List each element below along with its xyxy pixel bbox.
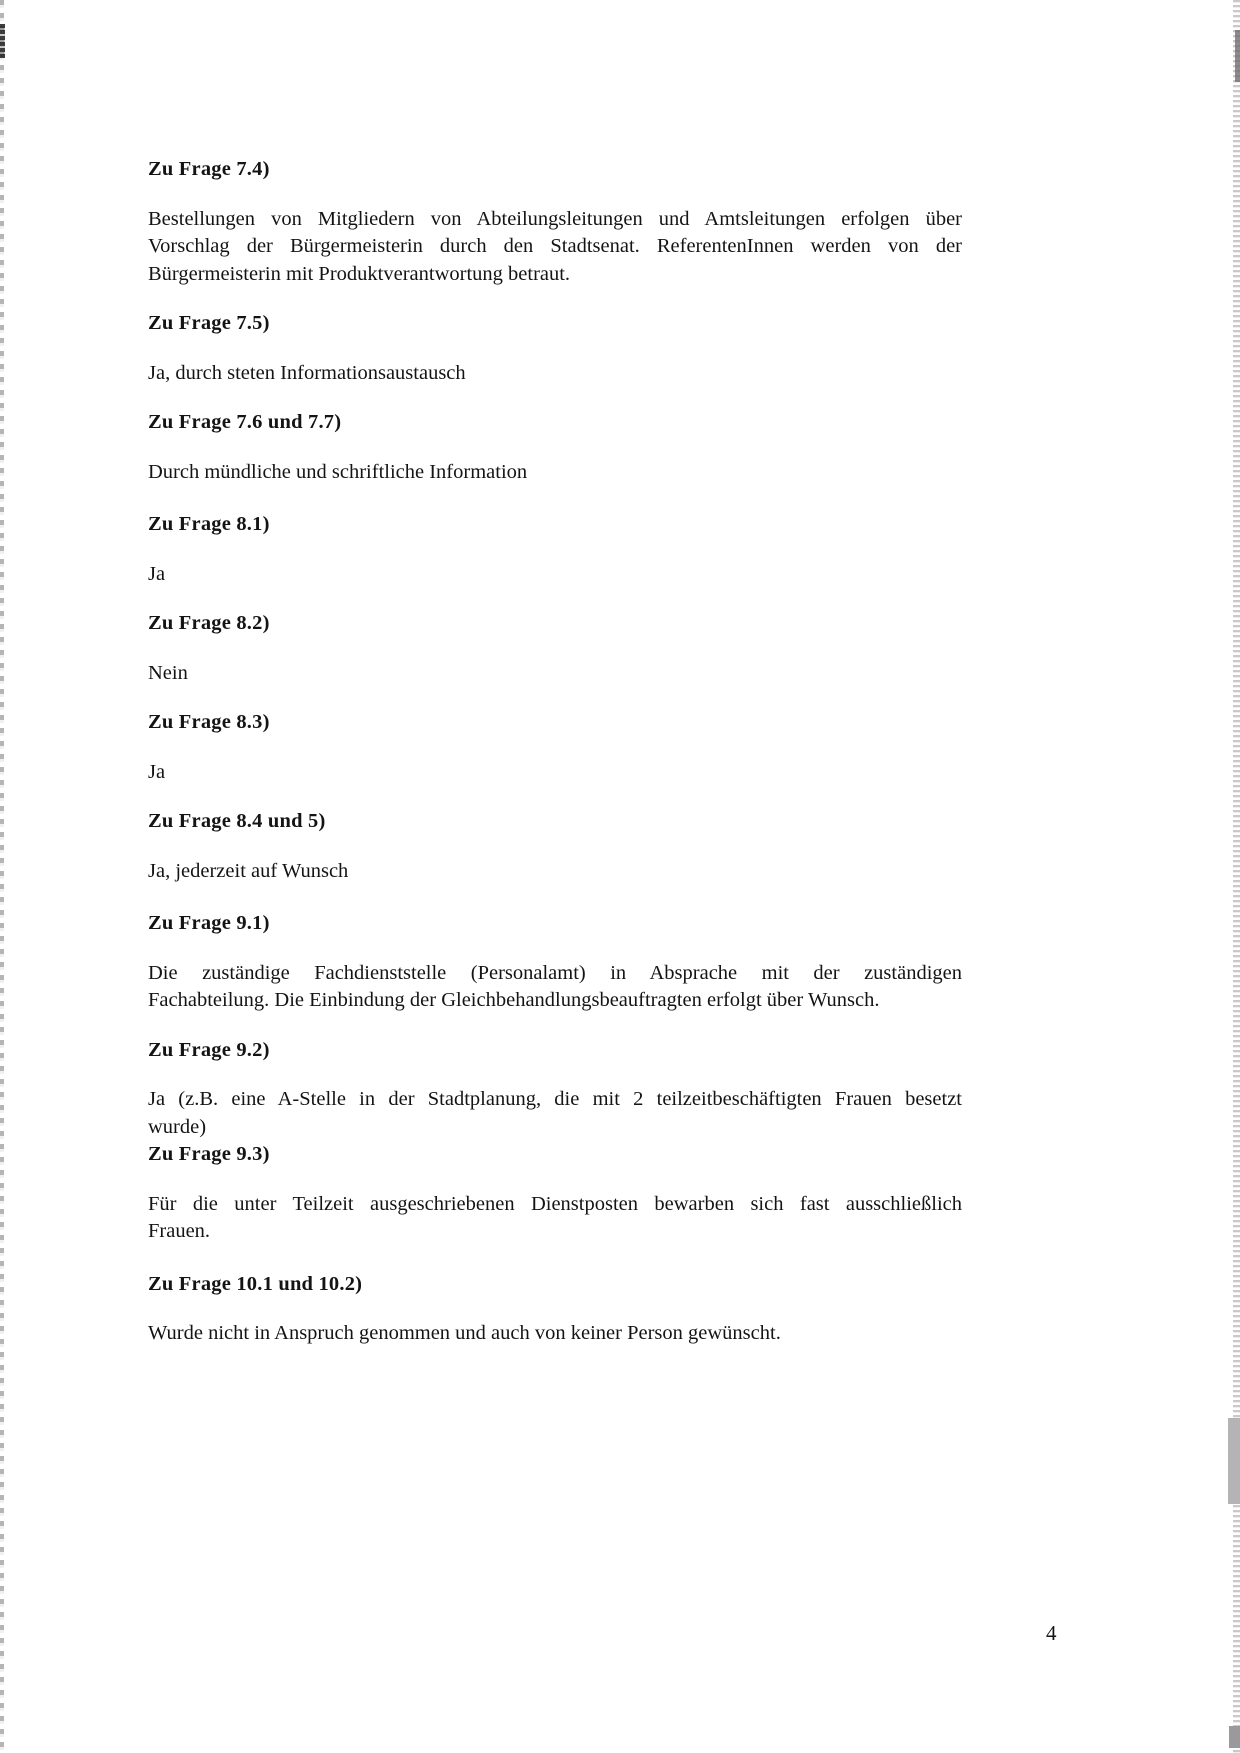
question-heading: Zu Frage 8.1) [148,513,270,535]
question-heading: Zu Frage 9.1) [148,912,270,934]
answer-paragraph [148,1086,962,1141]
question-heading: Zu Frage 7.6 und 7.7) [148,411,342,433]
question-heading: Zu Frage 9.3) [148,1143,270,1165]
scan-artifact-right-block [1229,1726,1240,1748]
answer-text: Wurde nicht in Anspruch genommen und auch von keiner Person gewünscht. [148,1322,781,1344]
answer-line: wurde) [148,1115,207,1138]
answer-text: Durch mündliche und schriftliche Information [148,460,528,483]
answer-text: Ja [148,760,166,783]
answer-text: Nein [148,661,188,684]
scan-artifact-right-block [1235,30,1240,82]
document-body [148,156,962,1370]
answer-line: Fachabteilung. Die Einbindung der Gleichbehandlungsbeauftragten erfolgt über Wunsch. [148,989,880,1011]
question-heading: Zu Frage 7.4) [148,158,270,180]
answer-paragraph [148,1191,962,1246]
answer-line: Bestellungen von Mitgliedern von Abteilungsleitungen und Amtsleitungen erfolgen über [148,207,962,230]
answer-line: Für die unter Teilzeit ausgeschriebenen Dienstposten bewarben sich fast ausschließlich [148,1192,962,1215]
question-heading: Zu Frage 7.5) [148,312,270,334]
scan-artifact-left-edge [0,0,4,1753]
answer-line: Frauen. [148,1220,211,1242]
question-heading: Zu Frage 8.2) [148,612,270,634]
answer-line: Bürgermeisterin mit Produktverantwortung betraut. [148,262,571,285]
answer-paragraph [148,206,962,289]
question-heading: Zu Frage 10.1 und 10.2) [148,1272,363,1295]
scan-artifact-right-block [1228,1418,1240,1504]
question-heading: Zu Frage 9.2) [148,1038,270,1061]
question-heading: Zu Frage 8.4 und 5) [148,810,326,832]
answer-text: Ja, jederzeit auf Wunsch [148,859,349,882]
page-number: 4 [1046,1621,1057,1645]
answer-paragraph [148,960,962,1015]
answer-line: Vorschlag der Bürgermeisterin durch den Stadtsenat. ReferentenInnen werden von der [148,235,962,257]
scan-artifact-left-top [0,24,5,58]
answer-text: Ja [148,562,166,585]
answer-line: Ja (z.B. eine A-Stelle in der Stadtplanung, die mit 2 teilzeitbeschäftigten Frauen besetzt [148,1088,962,1110]
answer-text: Ja, durch steten Informationsaustausch [148,361,466,384]
answer-line: Die zuständige Fachdienststelle (Personalamt) in Absprache mit der zuständigen [148,961,962,984]
question-heading: Zu Frage 8.3) [148,711,270,733]
